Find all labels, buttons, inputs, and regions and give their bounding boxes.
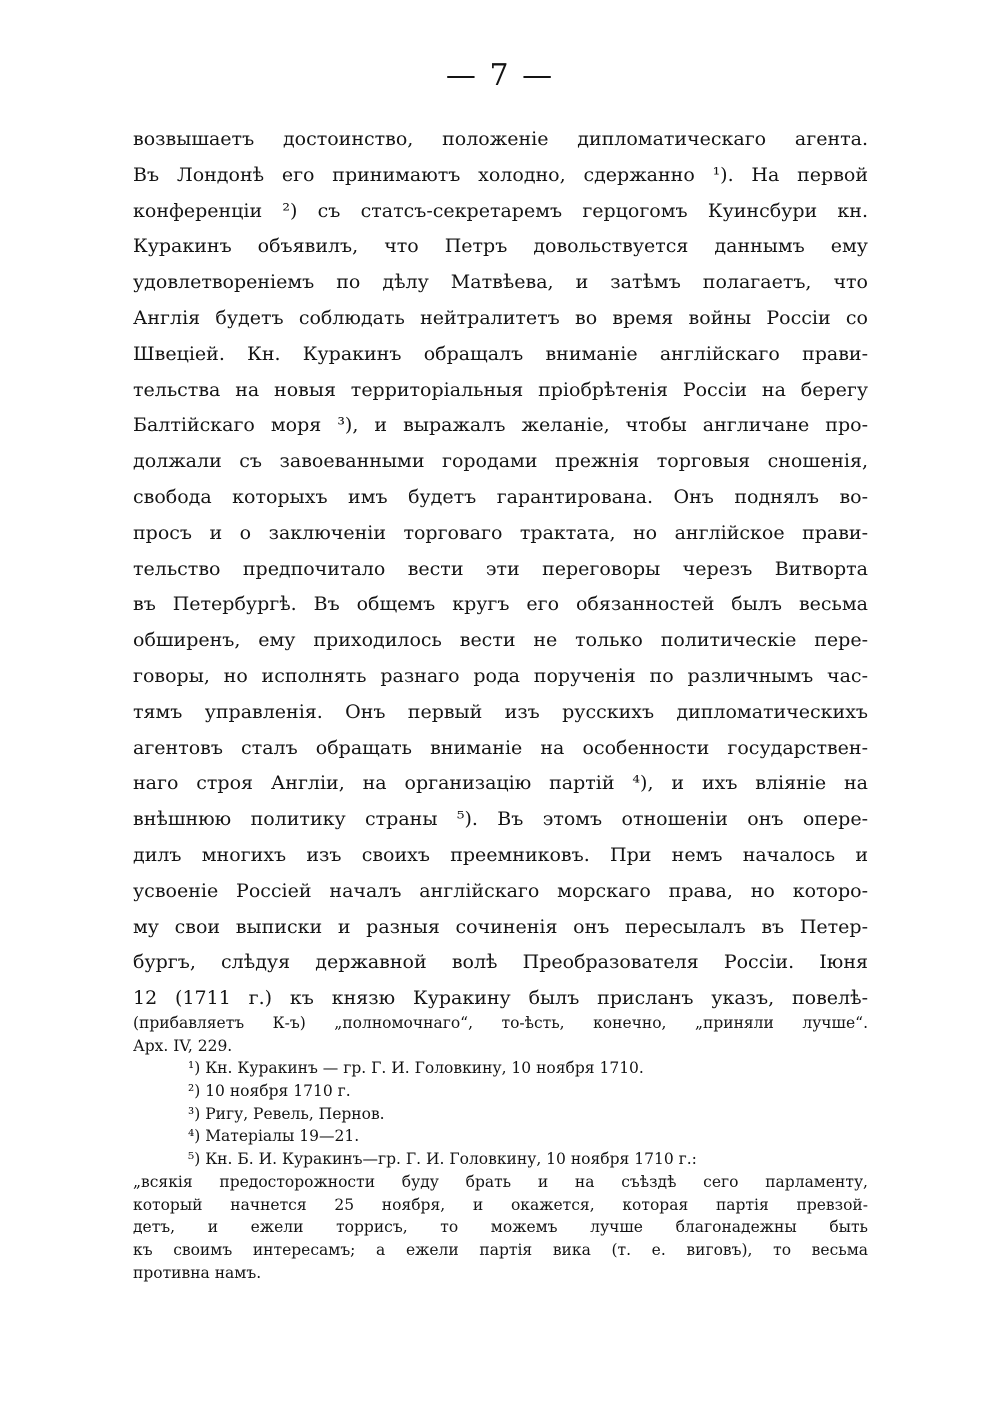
body-line: усвоеніе Россіей началъ англійскаго морскаго права, но которо- <box>133 879 868 902</box>
footnote-line: противна намъ. <box>133 1263 262 1282</box>
body-line: конференціи ²) съ статсъ-секретаремъ герцогомъ Куинсбури кн. <box>133 199 868 222</box>
page-number: — 7 — <box>445 58 555 93</box>
body-line: Въ Лондонѣ его принимаютъ холодно, сдержанно ¹). На первой <box>133 163 868 186</box>
footnote-line: ³) Ригу, Ревель, Пернов. <box>188 1104 385 1123</box>
body-line: Куракинъ объявилъ, что Петръ довольствуется даннымъ ему <box>133 235 868 258</box>
body-line: тельство предпочитало вести эти переговоры черезъ Витворта <box>133 557 868 580</box>
body-line: Англія будетъ соблюдать нейтралитетъ во время войны Россіи со <box>133 306 868 329</box>
body-line: просъ и о заключеніи торговаго трактата, но англійское прави- <box>133 521 868 544</box>
footnotes <box>133 1012 868 1284</box>
footnote-line: Арх. IV, 229. <box>133 1036 233 1055</box>
body-line: тямъ управленія. Онъ первый изъ русскихъ дипломатическихъ <box>133 700 868 723</box>
footnote-line: (прибавляетъ К-ъ) „полномочнаго“, то-ѣсть, конечно, „приняли лучше“. <box>133 1014 868 1032</box>
footnote-line: къ своимъ интересамъ; а ежели партія вика (т. е. виговъ), то весьма <box>133 1240 868 1259</box>
body-line: должали съ завоеванными городами прежнія торговыя сношенія, <box>133 450 868 473</box>
body-line: 12 (1711 г.) къ князю Куракину былъ присланъ указъ, повелѣ- <box>133 987 868 1010</box>
body-line: бургъ, слѣдуя державной волѣ Преобразователя Россіи. Іюня <box>133 951 868 974</box>
body-text <box>133 122 868 1017</box>
body-line: свобода которыхъ имъ будетъ гарантирована. Онъ поднялъ во- <box>133 485 868 508</box>
body-line: въ Петербургѣ. Въ общемъ кругъ его обязанностей былъ весьма <box>133 593 868 616</box>
footnote-line: ⁴) Матеріалы 19—21. <box>188 1127 360 1146</box>
footnote-line: „всякія предосторожности буду брать и на съѣздѣ сего парламенту, <box>133 1172 868 1191</box>
body-line: му свои выписки и разныя сочиненія онъ пересылалъ въ Петер- <box>133 915 868 938</box>
footnote-line: ¹) Кн. Куракинъ — гр. Г. И. Головкину, 10 ноября 1710. <box>188 1059 644 1078</box>
footnote-line: ²) 10 ноября 1710 г. <box>188 1082 351 1101</box>
body-line: дилъ многихъ изъ своихъ преемниковъ. При немъ началось и <box>133 843 868 866</box>
body-line: тельства на новыя территоріальныя пріобрѣтенія Россіи на берегу <box>133 378 868 401</box>
body-line: Балтійскаго моря ³), и выражалъ желаніе, чтобы англичане про- <box>133 414 868 437</box>
footnote-line: ⁵) Кн. Б. И. Куракинъ—гр. Г. И. Головкину, 10 ноября 1710 г.: <box>188 1150 697 1169</box>
body-line: говоры, но исполнять разнаго рода порученія по различнымъ час- <box>133 664 868 687</box>
body-line: возвышаетъ достоинство, положеніе дипломатическаго агента. <box>133 128 868 150</box>
body-line: удовлетвореніемъ по дѣлу Матвѣева, и затѣмъ полагаетъ, что <box>133 271 868 294</box>
body-line: агентовъ сталъ обращать вниманіе на особенности государствен- <box>133 736 868 759</box>
body-line: наго строя Англіи, на организацію партій ⁴), и ихъ вліяніе на <box>133 772 868 795</box>
body-line: Швеціей. Кн. Куракинъ обращалъ вниманіе англійскаго прави- <box>133 342 868 365</box>
body-line: внѣшнюю политику страны ⁵). Въ этомъ отношеніи онъ опере- <box>133 808 868 831</box>
footnote-line: который начнется 25 ноября, и окажется, которая партія превзой- <box>133 1195 868 1214</box>
body-line: обширенъ, ему приходилось вести не только политическіе пере- <box>133 629 868 652</box>
footnote-line: детъ, и ежели торрисъ, то можемъ лучше благонадежны быть <box>133 1218 868 1237</box>
